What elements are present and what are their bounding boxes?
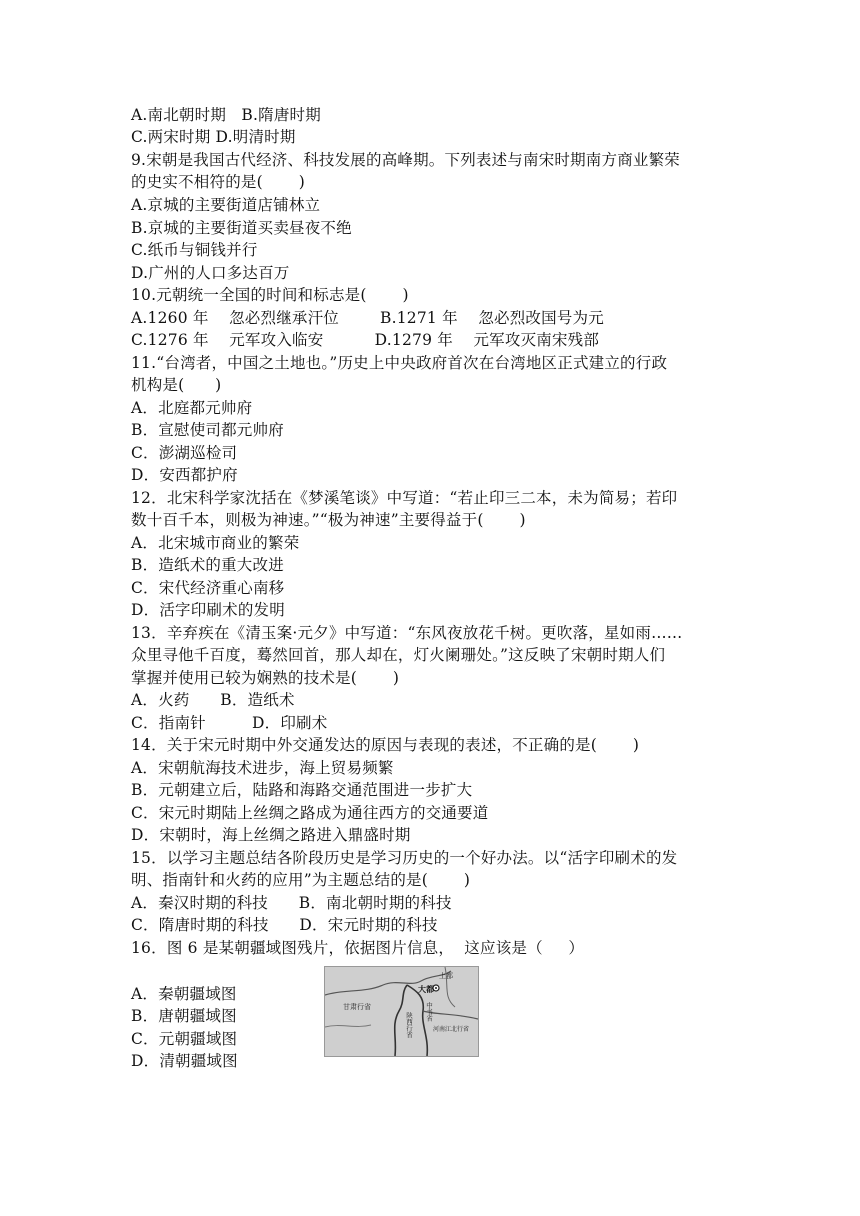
- option-line: A．秦朝疆域图: [131, 985, 237, 1003]
- map-label-gansu: 甘肃行省: [343, 1003, 371, 1011]
- question-11: 11.“台湾者，中国之土地也。”历史上中央政府首次在台湾地区正式建立的行政: [131, 354, 668, 372]
- option-line: A．秦汉时期的科技 B．南北朝时期的科技: [131, 894, 452, 912]
- option-line: B．造纸术的重大改进: [131, 556, 284, 574]
- question-14: 14．关于宋元时期中外交通发达的原因与表现的表述，不正确的是( ): [131, 736, 640, 754]
- question-12-cont: 数十百千本，则极为神速。”“极为神速”主要得益于( ): [131, 511, 526, 529]
- map-drawing: [325, 967, 478, 1056]
- territory-map-fragment: [324, 966, 479, 1057]
- option-line: B．唐朝疆域图: [131, 1007, 237, 1025]
- option-line: D．清朝疆域图: [131, 1052, 238, 1070]
- question-16: 16．图 6 是某朝疆域图残片，依据图片信息， 这应该是（ ）: [131, 939, 585, 957]
- question-13-cont: 掌握并使用已较为娴熟的技术是( ): [131, 669, 400, 687]
- question-15: 15．以学习主题总结各阶段历史是学习历史的一个好办法。以“活字印刷术的发: [131, 849, 678, 867]
- question-15-cont: 明、指南针和火药的应用”为主题总结的是( ): [131, 871, 471, 889]
- option-line: A．北宋城市商业的繁荣: [131, 534, 300, 552]
- option-line: C．元朝疆域图: [131, 1030, 238, 1048]
- map-label-zhongshu: 中书省: [425, 1002, 433, 1022]
- option-line: B．元朝建立后，陆路和海路交通范围进一步扩大: [131, 781, 473, 799]
- option-line: C.1276 年 元军攻入临安 D.1279 年 元军攻灭南宋残部: [131, 331, 600, 349]
- option-line: C．宋代经济重心南移: [131, 579, 285, 597]
- option-line: C.两宋时期 D.明清时期: [131, 128, 296, 146]
- option-line: D.广州的人口多达百万: [131, 264, 290, 282]
- question-10: 10.元朝统一全国的时间和标志是( ): [131, 286, 409, 304]
- map-label-henan: 河南江北行省: [433, 1026, 470, 1033]
- option-line: C．宋元时期陆上丝绸之路成为通往西方的交通要道: [131, 804, 489, 822]
- option-line: A.1260 年 忽必烈继承汗位 B.1271 年 忽必烈改国号为元: [131, 309, 604, 327]
- question-11-cont: 机构是( ): [131, 376, 222, 394]
- option-line: A．火药 B．造纸术: [131, 691, 295, 709]
- question-9: 9.宋朝是我国古代经济、科技发展的高峰期。下列表述与南宋时期南方商业繁荣: [131, 151, 680, 169]
- option-line: C．隋唐时期的科技 D．宋元时期的科技: [131, 916, 438, 934]
- option-line: A.南北朝时期 B.隋唐时期: [131, 106, 321, 124]
- option-line: A.京城的主要街道店铺林立: [131, 196, 321, 214]
- question-13: 13．辛弃疾在《清玉案·元夕》中写道：“东风夜放花千树。更吹落，星如雨……: [131, 624, 683, 642]
- option-line: D．宋朝时，海上丝绸之路进入鼎盛时期: [131, 826, 411, 844]
- option-line: A．北庭都元帅府: [131, 399, 253, 417]
- question-12: 12．北宋科学家沈括在《梦溪笔谈》中写道：“若止印三二本，未为简易；若印: [131, 489, 678, 507]
- option-line: D．安西都护府: [131, 466, 238, 484]
- option-line: B.京城的主要街道买卖昼夜不绝: [131, 219, 352, 237]
- option-line: C．指南针 D．印刷术: [131, 714, 328, 732]
- map-label-dadu: 大都: [418, 985, 434, 994]
- option-line: C．澎湖巡检司: [131, 444, 238, 462]
- option-line: C.纸币与铜钱并行: [131, 241, 258, 259]
- option-line: B．宣慰使司都元帅府: [131, 421, 284, 439]
- option-line: D．活字印刷术的发明: [131, 601, 285, 619]
- question-13-cont: 众里寻他千百度，蓦然回首，那人却在，灯火阑珊处。”这反映了宋朝时期人们: [131, 646, 666, 664]
- question-9-cont: 的史实不相符的是( ): [131, 173, 305, 191]
- map-label-shaanxi: 陕西行省: [405, 1012, 413, 1038]
- map-label-shangdu: 上都: [439, 972, 453, 980]
- option-line: A．宋朝航海技术进步，海上贸易频繁: [131, 759, 394, 777]
